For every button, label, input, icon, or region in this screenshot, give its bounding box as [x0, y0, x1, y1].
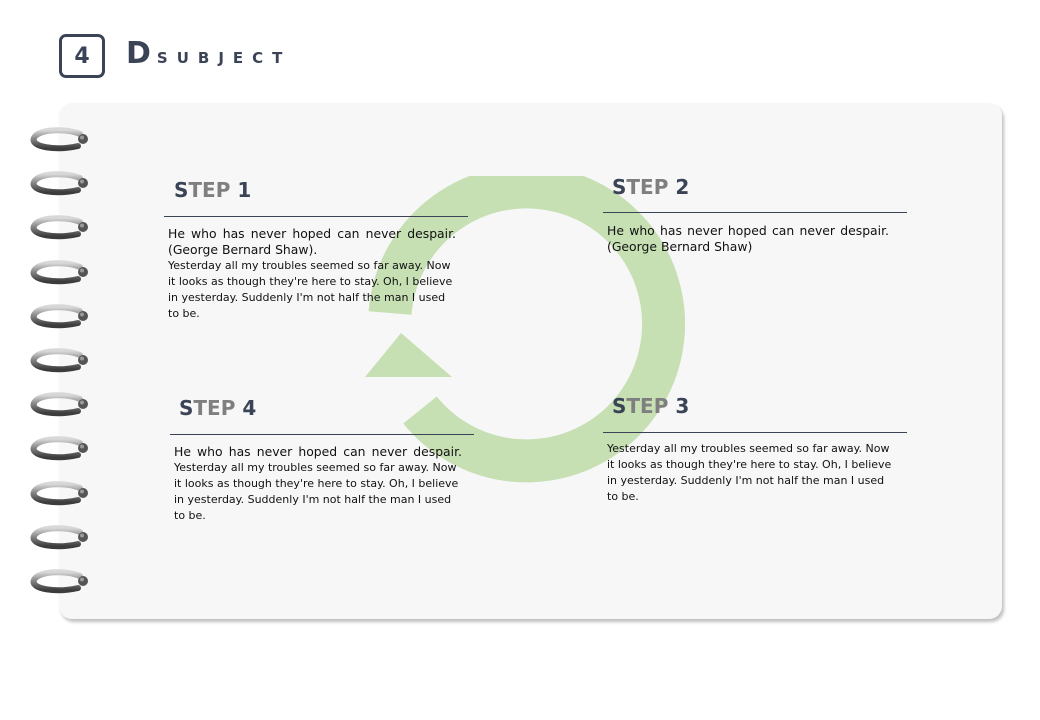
step-3-body: [607, 441, 897, 505]
step-1-text: Yesterday all my troubles seemed so far away. Now it looks as though they're here to stay. Oh, I believe in yesterday. Suddenly I'm not half the man I used to be.: [168, 259, 453, 320]
step-3-divider: [603, 432, 907, 433]
step-1-divider: [164, 216, 468, 217]
title-initial: D: [126, 36, 151, 71]
step-2-divider: [603, 212, 907, 213]
step-1-lead: He who has never hoped can never despair.: [168, 226, 456, 241]
slide-number-badge: [59, 34, 105, 78]
step-2-lead: He who has never hoped can never despair.: [607, 223, 889, 238]
slide-number: 4: [74, 43, 90, 69]
title-rest: SUBJECT: [156, 49, 292, 67]
binding-ring-icon: [28, 435, 88, 463]
binding-ring-icon: [28, 259, 88, 287]
step-3-title: STEP 3: [612, 394, 690, 418]
step-3-text: Yesterday all my troubles seemed so far away. Now it looks as though they're here to stay. Oh, I believe in yesterday. Suddenly I'm not half the man I used to be.: [607, 442, 892, 503]
step-1-attribution: (George Bernard Shaw).: [168, 242, 318, 257]
binding-ring-icon: [28, 303, 88, 331]
step-4-divider: [170, 434, 474, 435]
binding-ring-icon: [28, 524, 88, 552]
step-2-body: [607, 223, 889, 255]
step-4-lead: He who has never hoped can never despair.: [174, 444, 462, 459]
binding-ring-icon: [28, 391, 88, 419]
binding-ring-icon: [28, 214, 88, 242]
step-1-body: [168, 226, 456, 322]
cycle-arrowhead: [365, 333, 452, 377]
step-2-title: STEP 2: [612, 175, 690, 199]
binding-ring-icon: [28, 126, 88, 154]
step-2-attribution: (George Bernard Shaw): [607, 239, 753, 254]
binding-ring-icon: [28, 170, 88, 198]
step-1-title: STEP 1: [174, 178, 252, 202]
binding-ring-icon: [28, 480, 88, 508]
step-4-body: [174, 444, 462, 524]
step-4-title: STEP 4: [179, 396, 257, 420]
page-title: [126, 36, 291, 71]
step-4-text: Yesterday all my troubles seemed so far away. Now it looks as though they're here to stay. Oh, I believe in yesterday. Suddenly I'm not half the man I used to be.: [174, 461, 459, 522]
binding-ring-icon: [28, 568, 88, 596]
binding-ring-icon: [28, 347, 88, 375]
